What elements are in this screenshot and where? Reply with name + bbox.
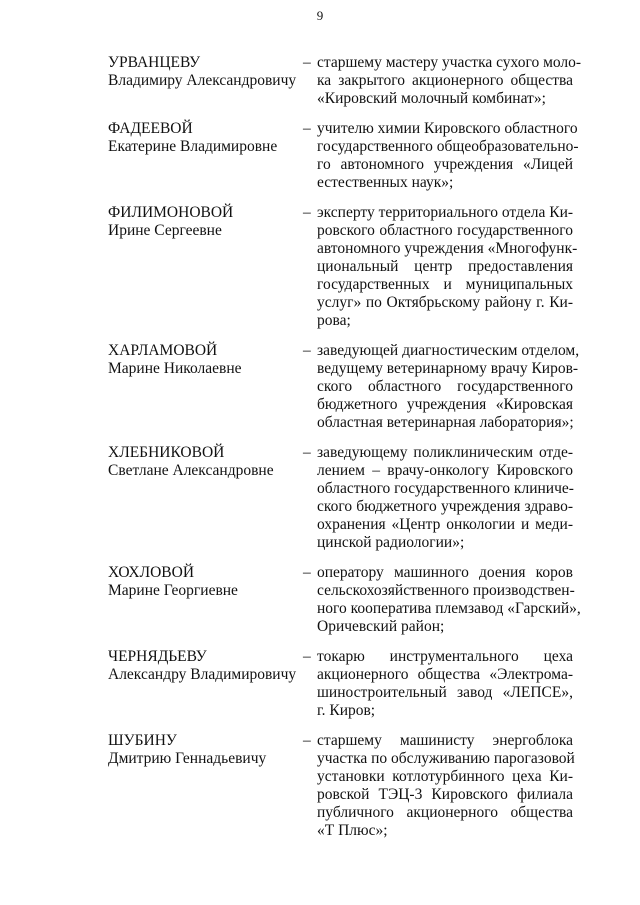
list-item <box>0 54 640 108</box>
list-item <box>0 204 640 330</box>
position-line: государственных и муниципальных <box>317 276 573 293</box>
position-line: старшему мастеру участка сухого моло- <box>317 54 582 71</box>
position-line: заведующей диагностическим отделом, <box>317 342 580 359</box>
page-number: 9 <box>316 8 324 23</box>
award-list <box>0 54 640 839</box>
recipient-surname: ХЛЕБНИКОВОЙ <box>108 444 225 461</box>
position-line: областного государственного клиниче- <box>317 480 574 497</box>
position-line: токарю инструментального цеха <box>317 648 573 665</box>
recipient-given-name: Владимиру Александровичу <box>108 72 297 89</box>
recipient-given-name: Марине Георгиевне <box>108 582 238 599</box>
recipient-name <box>108 120 303 192</box>
position-line: «Кировский молочный комбинат»; <box>317 90 546 107</box>
dash-separator: – <box>303 204 311 221</box>
position-line: циональный центр предоставления <box>317 258 573 275</box>
list-item <box>0 120 640 192</box>
position-line: шиностроительный завод «ЛЕПСЕ», <box>317 684 573 701</box>
recipient-given-name: Дмитрию Геннадьевичу <box>108 750 267 767</box>
position-line: цинской радиологии»; <box>317 534 465 551</box>
recipient-name <box>108 54 303 108</box>
recipient-name <box>108 564 303 636</box>
recipient-given-name: Марине Николаевне <box>108 360 242 377</box>
position-line: оператору машинного доения коров <box>317 564 573 581</box>
position-line: государственного общеобразовательно- <box>317 138 579 155</box>
position-line: ведущему ветеринарному врачу Киров- <box>317 360 579 377</box>
dash-separator: – <box>303 120 311 137</box>
recipient-surname: ХОХЛОВОЙ <box>108 564 195 581</box>
dash-separator: – <box>303 564 311 581</box>
recipient-given-name: Ирине Сергеевне <box>108 222 222 239</box>
position-line: г. Киров; <box>317 702 376 719</box>
position-line: рова; <box>317 312 351 329</box>
position-line: го автономного учреждения «Лицей <box>317 156 573 173</box>
position-line: заведующему поликлиническим отде- <box>317 444 573 461</box>
recipient-name <box>108 732 303 840</box>
dash-separator: – <box>303 342 311 359</box>
position-line: акционерного общества «Электрома- <box>317 666 573 683</box>
position-line: Оричевский район; <box>317 618 445 635</box>
position-line: ровского областного государственного <box>317 222 573 239</box>
position-line: ного кооператива племзавод «Гарский», <box>317 600 581 617</box>
position-line: эксперту территориального отдела Ки- <box>317 204 574 221</box>
position-line: ровской ТЭЦ-3 Кировского филиала <box>317 786 573 803</box>
position-line: автономного учреждения «Многофунк- <box>317 240 578 257</box>
position-line: «Т Плюс»; <box>317 822 388 839</box>
position-line: публичного акционерного общества <box>317 804 573 821</box>
recipient-position <box>317 54 582 108</box>
recipient-name <box>108 648 303 720</box>
recipient-position <box>317 204 578 330</box>
list-item <box>0 342 640 432</box>
recipient-surname: ФАДЕЕВОЙ <box>108 120 193 137</box>
position-line: охранения «Центр онкологии и меди- <box>317 516 573 533</box>
position-line: услуг» по Октябрьскому району г. Ки- <box>317 294 573 311</box>
dash-separator: – <box>303 732 311 749</box>
position-line: учителю химии Кировского областного <box>317 120 578 137</box>
position-line: ского бюджетного учреждения здраво- <box>317 498 573 515</box>
recipient-position <box>317 732 573 840</box>
recipient-surname: ФИЛИМОНОВОЙ <box>108 204 234 221</box>
position-line: ка закрытого акционерного общества <box>317 72 573 89</box>
recipient-surname: УРВАНЦЕВУ <box>108 54 201 71</box>
position-line: бюджетного учреждения «Кировская <box>317 396 573 413</box>
recipient-given-name: Екатерине Владимировне <box>108 138 278 155</box>
position-line: старшему машинисту энергоблока <box>317 732 573 749</box>
position-line: лением – врачу-онкологу Кировского <box>317 462 573 479</box>
position-line: сельскохозяйственного производствен- <box>317 582 575 599</box>
recipient-given-name: Светлане Александровне <box>108 462 274 479</box>
recipient-position <box>317 342 580 432</box>
recipient-position <box>317 120 579 192</box>
recipient-position <box>317 564 581 636</box>
dash-separator: – <box>303 648 311 665</box>
recipient-position <box>317 648 573 720</box>
recipient-name <box>108 444 303 552</box>
dash-separator: – <box>303 444 311 461</box>
recipient-surname: ХАРЛАМОВОЙ <box>108 342 218 359</box>
list-item <box>0 732 640 840</box>
list-item <box>0 648 640 720</box>
position-line: ского областного государственного <box>317 378 573 395</box>
recipient-name <box>108 204 303 330</box>
recipient-name <box>108 342 303 432</box>
position-line: участка по обслуживанию парогазовой <box>317 750 575 767</box>
position-line: естественных наук»; <box>317 174 454 191</box>
list-item <box>0 564 640 636</box>
recipient-surname: ЧЕРНЯДЬЕВУ <box>108 648 207 665</box>
recipient-given-name: Александру Владимировичу <box>108 666 297 683</box>
position-line: областная ветеринарная лаборатория»; <box>317 414 574 431</box>
position-line: установки котлотурбинного цеха Ки- <box>317 768 573 785</box>
recipient-surname: ШУБИНУ <box>108 732 177 749</box>
dash-separator: – <box>303 54 311 71</box>
recipient-position <box>317 444 573 552</box>
list-item <box>0 444 640 552</box>
